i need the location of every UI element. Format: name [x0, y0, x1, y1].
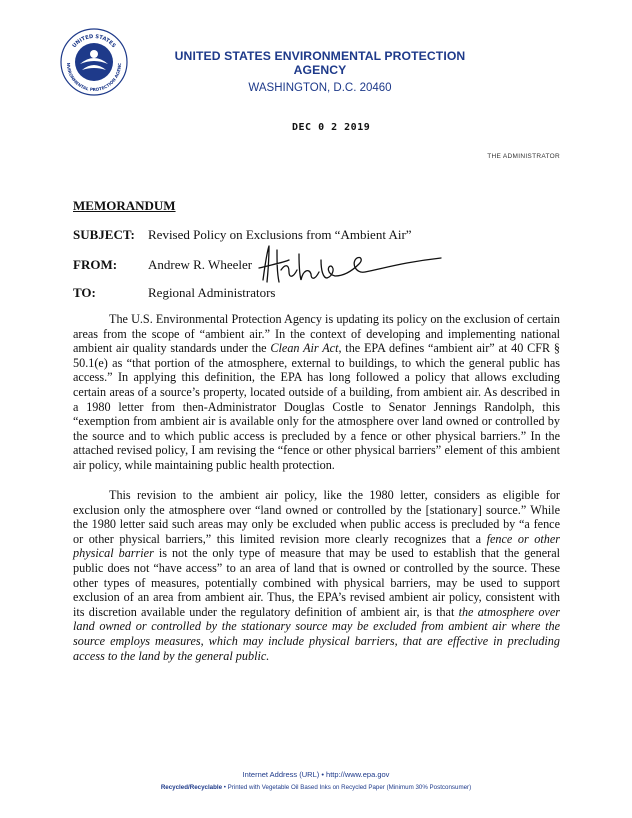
handwritten-signature: [255, 240, 445, 290]
office-title: THE ADMINISTRATOR: [487, 153, 560, 160]
p1-text-a: The U.S. Environmental Protection Agency is updating its policy on the exclusion of certain areas from the scope of “ambient air.” In the context of developing and implementing national ambient air quality standards under the: [73, 312, 560, 356]
p2-text-b: fence or other physical barrier: [73, 531, 560, 561]
subject-label: SUBJECT:: [73, 227, 135, 242]
body-paragraph-1: [73, 312, 560, 473]
from-line: [73, 257, 252, 273]
footer-recycled: [0, 784, 632, 791]
seal-text-bottom: NVIRONMENTAL PROTECTION AGENC: [65, 62, 123, 93]
subject-value: Revised Policy on Exclusions from “Ambient Air”: [148, 227, 412, 242]
seal-text-top: UNITED STATES: [71, 33, 117, 50]
to-label: TO:: [73, 285, 96, 300]
from-label: FROM:: [73, 257, 118, 272]
to-value: Regional Administrators: [148, 285, 276, 300]
recycled-text: • Printed with Vegetable Oil Based Inks on Recycled Paper (Minimum 30% Postconsumer): [222, 784, 472, 791]
memo-title: MEMORANDUM: [73, 198, 176, 213]
p2-text-c: is not the only type of measure that may be used to establish that the general public does not “have access” to an area of land that is owned or controlled by the source. These other types of measures, potentially combined with physical barriers, may be used to support exclusion of an area from ambient air. Thus, the EPA’s revised ambient air policy, consistent with its discretion available under the regulatory definition of ambient air, is that: [73, 546, 560, 619]
date-stamp: DEC 0 2 2019: [292, 122, 371, 133]
body-paragraph-2: [73, 488, 560, 663]
agency-city: WASHINGTON, D.C. 20460: [248, 82, 392, 94]
recycled-label: Recycled/Recyclable: [160, 784, 223, 791]
agency-name: UNITED STATES ENVIRONMENTAL PROTECTION AGENCY: [174, 49, 466, 77]
p2-text-a: This revision to the ambient air policy, like the 1980 letter, considers as eligible for exclusion only the atmosphere over “land owned or controlled by the [stationary] source.” While the 1980 letter said such areas may only be excluded when public access is precluded by “a fence or other physical barriers,” this limited revision more clearly recognizes that a: [73, 488, 560, 546]
from-value: Andrew R. Wheeler: [148, 257, 253, 272]
p1-text-c: , the EPA defines “ambient air” at 40 CFR § 50.1(e) as “that portion of the atmosphere, external to buildings, to which the general public has access.” In applying this definition, the EPA has long followed a policy that allows excluding certain areas of a source’s property, located outside of a building, from ambient air. As described in a 1980 letter from then-Administrator Douglas Costle to Senator Jennings Randolph, this “exemption from ambient air is available only for the atmosphere over land owned or controlled by the source and to which public access is precluded by a fence or other physical barriers.” In the attached revised policy, I am revising the “fence or other physical barriers” element of this ambient air policy, while maintaining public health protection.: [73, 341, 560, 472]
epa-seal-logo: [60, 28, 128, 96]
p2-text-d: the atmosphere over land owned or controlled by the stationary source may be excluded from ambient air where the source employs measures, which may include physical barriers, that are effective in precluding access to the land by the general public.: [73, 604, 560, 663]
p1-text-b: Clean Air Act: [270, 341, 339, 356]
agency-header: [150, 49, 490, 94]
to-line: [73, 285, 275, 301]
footer-internet: Internet Address (URL) • http://www.epa.gov: [242, 770, 390, 779]
